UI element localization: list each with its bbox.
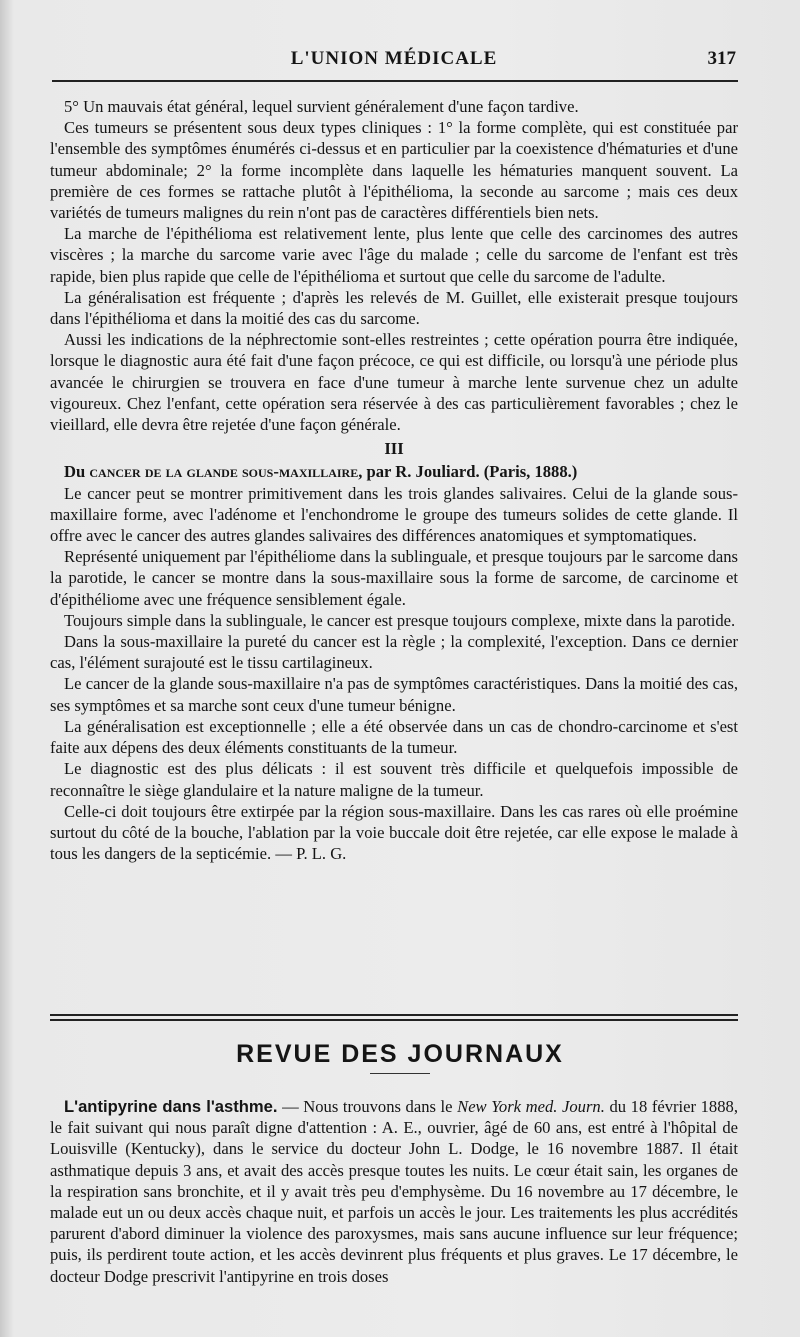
- section-number: III: [384, 439, 404, 459]
- article-intro: — Nous trouvons dans le: [277, 1097, 458, 1116]
- divider-line: [50, 1019, 738, 1021]
- paragraph: Ces tumeurs se présentent sous deux types cliniques : 1° la forme complète, qui est constituée par l'ensemble des symptômes énumérés ci-dessus et en particulier par la coexistence d'hématuries et d'une tumeur abdominale; 2° la forme incomplète dans laquelle les hématuries manquent souvent. La première de ces formes se rattache plutôt à l'épithélioma, la seconde au sarcome ; mais ces deux variétés de tumeurs malignes du rein n'ont pas de caractères différentiels bien nets.: [50, 118, 738, 223]
- paragraph: La généralisation est exceptionnelle ; elle a été observée dans un cas de chondro-carcinome et s'est faite aux dépens des deux éléments constituants de la tumeur.: [50, 716, 738, 758]
- page-header: [52, 48, 736, 74]
- divider-line: [50, 1014, 738, 1016]
- heading-prefix: Du: [64, 462, 86, 482]
- paragraph: Aussi les indications de la néphrectomie sont-elles restreintes ; cette opération pourra être indiquée, lorsque le diagnostic aura été fait d'une façon précoce, ce qui est difficile, ou lorsqu'à une période plus avancée le chirurgien se trouvera en face d'une tumeur à marche lente survenue chez un adulte vigoureux. Chez l'enfant, cette opération sera réservée à des cas particulièrement favorables ; chez le vieillard, elle devra être rejetée d'une façon générale.: [50, 330, 738, 435]
- paragraph: La généralisation est fréquente ; d'après les relevés de M. Guillet, elle existerait presque toujours dans l'épithélioma et dans la moitié des cas du sarcome.: [50, 287, 738, 329]
- article-title: L'antipyrine dans l'asthme.: [64, 1097, 278, 1116]
- paragraph: Le cancer peut se montrer primitivement dans les trois glandes salivaires. Celui de la glande sous-maxillaire forme, avec l'adénome et l'enchondrome le groupe des tumeurs solides de cette glande. Il offre avec le cancer des autres glandes salivaires des différences anatomiques et symptomatiques.: [50, 483, 738, 546]
- section-heading: [50, 461, 738, 482]
- paragraph: Le diagnostic est des plus délicats : il est souvent très difficile et quelquefois impossible de reconnaître le siège glandulaire et la nature maligne de la tumeur.: [50, 759, 738, 800]
- paragraph: Dans la sous-maxillaire la pureté du cancer est la règle ; la complexité, l'exception. Dans ce dernier cas, l'élément surajouté est le tissu cartilagineux.: [50, 632, 738, 673]
- running-head: L'UNION MÉDICALE: [290, 48, 498, 69]
- journal-name: New York med. Journ.: [457, 1097, 605, 1116]
- article-paragraph: [50, 1096, 738, 1287]
- section-divider: [50, 1014, 738, 1024]
- article-text: du 18 février 1888, le fait suivant qui nous paraît digne d'attention : A. E., ouvrier, âgé de 60 ans, est entré à l'hôpital de Louisville (Kentucky), dans le service du docteur John L. Dodge, le 16 novembre 1887. Il était asthmatique depuis 3 ans, et avait des accès presque toutes les nuits. Le cœur était sain, les organes de la respiration sans bronchite, et il y avait très peu d'emphysème. Du 16 novembre au 17 décembre, le malade eut un ou deux accès chaque nuit, et parfois un accès le jour. Les traitements les plus accrédités parurent d'abord diminuer la violence des paroxysmes, mais sans aucune influence sur leur fréquence; puis, ils perdirent toute action, et les accès devinrent plus fréquents et plus graves. Le 17 décembre, le docteur Dodge prescrivit l'antipyrine en trois doses: [50, 1097, 738, 1286]
- paragraph: 5° Un mauvais état général, lequel survient généralement d'une façon tardive.: [64, 97, 579, 116]
- heading-author: par R. Jouliard. (Paris, 1888.): [362, 462, 578, 482]
- paragraph: Celle-ci doit toujours être extirpée par la région sous-maxillaire. Dans les cas rares où elle proémine surtout du côté de la bouche, l'ablation par la voie buccale doit être rejetée, car elle expose le malade à tous les dangers de la septicémie. — P. L. G.: [50, 801, 738, 864]
- header-rule: [52, 80, 738, 82]
- text-block-renal-tumors: [50, 96, 738, 864]
- paragraph: La marche de l'épithélioma est relativement lente, plus lente que celle des carcinomes des autres viscères ; la marche du sarcome varie avec l'âge du malade ; celle du sarcome de l'enfant est très rapide, bien plus rapide que celle de l'épithélioma et surtout que celle du sarcome de l'adulte.: [50, 224, 738, 286]
- paragraph: Le cancer de la glande sous-maxillaire n'a pas de symptômes caractéristiques. Dans la moitié des cas, ses symptômes et sa marche sont ceux d'une tumeur bénigne.: [50, 674, 738, 715]
- revue-heading: REVUE DES JOURNAUX: [236, 1040, 564, 1068]
- paragraph: Toujours simple dans la sublinguale, le cancer est presque toujours complexe, mixte dans la parotide.: [64, 610, 736, 630]
- heading-title: cancer de la glande sous-maxillaire,: [89, 462, 363, 482]
- paragraph: Représenté uniquement par l'épithéliome dans la sublinguale, et presque toujours par le sarcome dans la parotide, le cancer se montre dans la sous-maxillaire sous la forme de sarcome, de carcinome et d'épithéliome avec une fréquence sensiblement égale.: [50, 547, 738, 609]
- text-block-antipyrine: [50, 1096, 738, 1287]
- revue-rule: [370, 1073, 430, 1074]
- page-number: 317: [707, 48, 736, 69]
